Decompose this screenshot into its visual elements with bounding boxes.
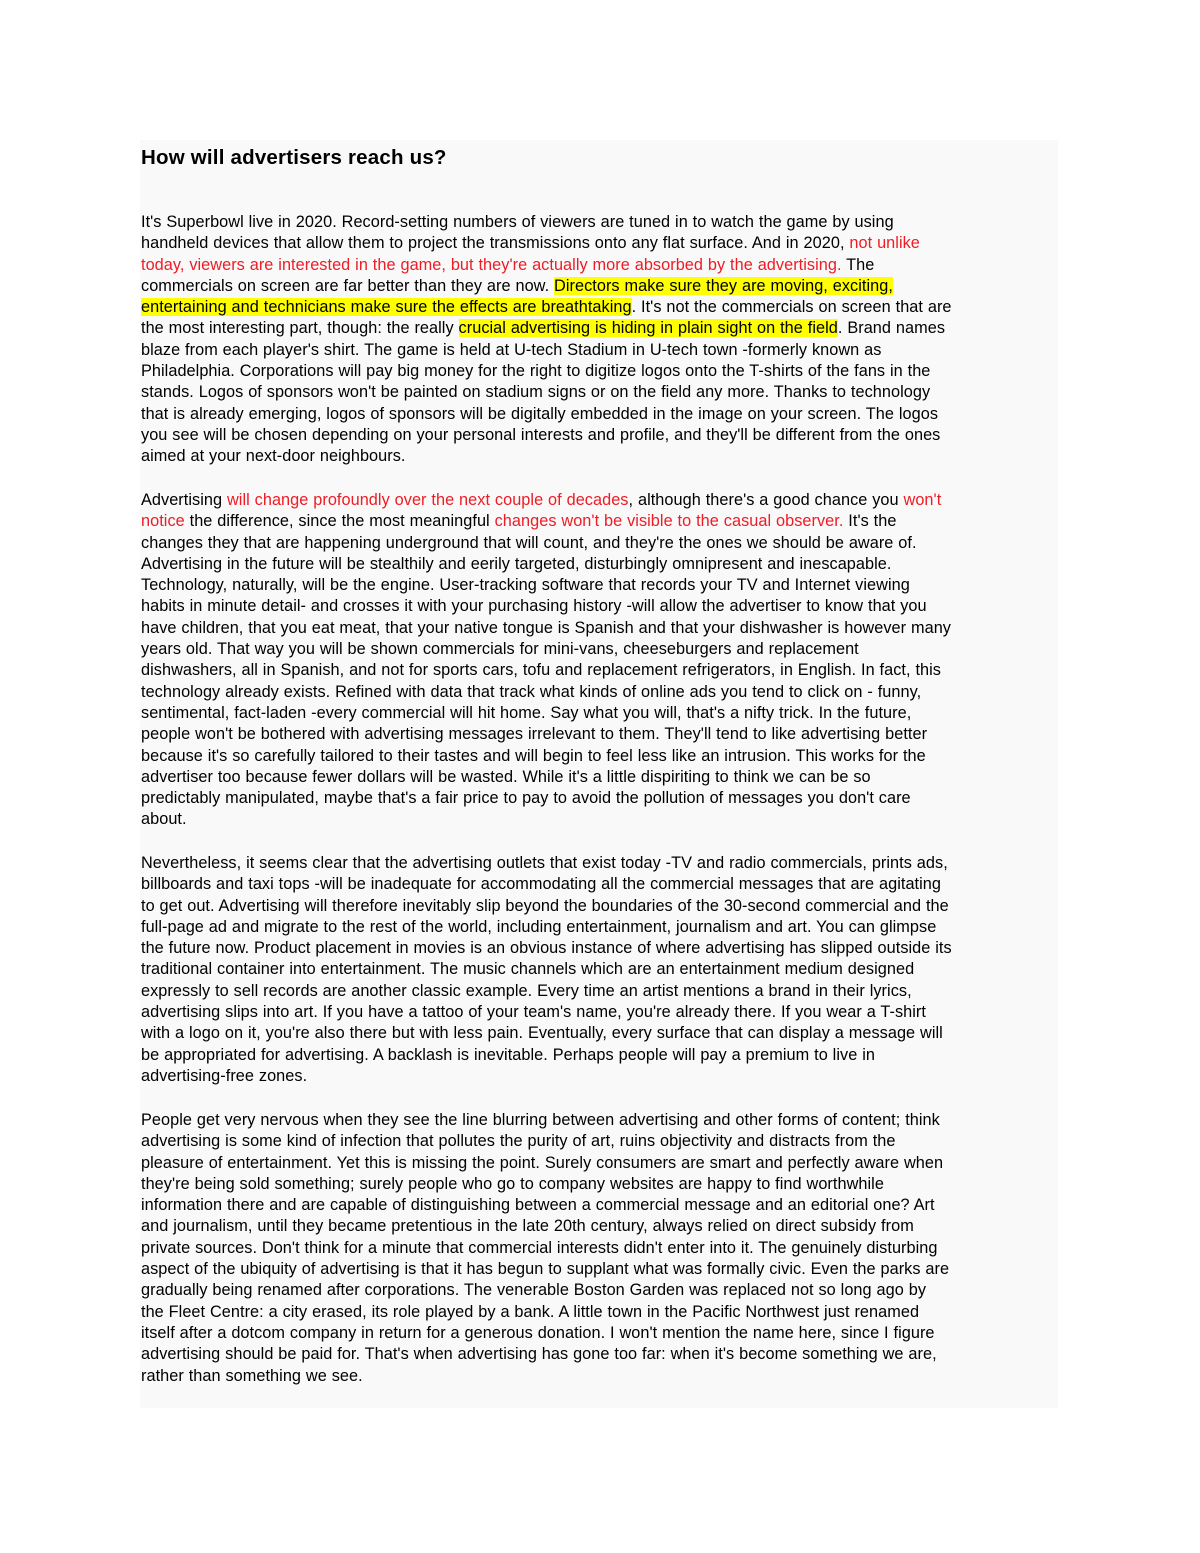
body-text: advertising is some kind of infection that pollutes the purity of art, ruins objectivity and distracts from the	[141, 1132, 896, 1151]
body-text: they're being sold something; surely people who go to company websites are happy to find worthwhile	[141, 1174, 884, 1193]
body-text: changes they that are happening underground that will count, and they're the ones we should be aware of.	[141, 533, 917, 552]
paragraph-2	[141, 490, 1059, 831]
body-text: stands. Logos of sponsors won't be painted on stadium signs or on the field any more. Thanks to technology	[141, 383, 931, 402]
body-text: It's Superbowl live in 2020. Record-setting numbers of viewers are tuned in to watch the game by using	[141, 213, 894, 231]
body-text: pleasure of entertainment. Yet this is missing the point. Surely consumers are smart and perfectly aware when	[141, 1153, 944, 1172]
body-text: the future now. Product placement in movies is an obvious instance of where advertising has slipped outside its	[141, 939, 952, 958]
red-emphasis-text: notice	[141, 512, 185, 531]
body-text: and journalism, until they became pretentious in the late 20th century, always relied on direct subsidy from	[141, 1217, 914, 1236]
body-text: habits in minute detail- and crosses it with your purchasing history -will allow the advertiser to know that you	[141, 597, 927, 616]
body-text: to get out. Advertising will therefore inevitably slip beyond the boundaries of the 30-second commercial and the	[141, 896, 949, 915]
body-text: have children, that you eat meat, that your native tongue is Spanish and that your dishwasher is however many	[141, 618, 951, 637]
body-text: blaze from each player's shirt. The game is held at U-tech Stadium in U-tech town -formerly known as	[141, 340, 882, 359]
body-text: technology already exists. Refined with data that track what kinds of online ads you tend to click on - funny,	[141, 682, 922, 701]
body-text: itself after a dotcom company in return for a generous donation. I won't mention the name here, since I figure	[141, 1323, 935, 1342]
body-text: years old. That way you will be shown commercials for mini-vans, cheeseburgers and replacement	[141, 640, 859, 659]
body-text: Nevertheless, it seems clear that the advertising outlets that exist today -TV and radio commercials, prints ads,	[141, 854, 948, 872]
body-text: private sources. Don't think for a minute that commercial interests didn't enter into it. The genuinely disturbing	[141, 1238, 938, 1257]
body-text: , although there's a good chance you	[628, 491, 904, 509]
body-text: because it's so carefully tailored to their tastes and will begin to feel less like an intrusion. This works for the	[141, 746, 926, 765]
document-page	[140, 140, 1058, 1408]
body-text: the difference, since the most meaningful	[184, 512, 495, 531]
paragraph-1	[141, 212, 1059, 468]
body-text: . It's not the commercials on screen that are	[631, 298, 952, 317]
body-text: with a logo on it, you're also there but with less pain. Eventually, every surface that can display a message will	[141, 1024, 943, 1043]
body-text: that is already emerging, logos of sponsors will be digitally embedded in the image on your screen. The logos	[141, 404, 939, 423]
body-text: gradually being renamed after corporations. The venerable Boston Garden was replaced not so long ago by	[141, 1281, 927, 1300]
body-text: advertising should be paid for. That's when advertising has gone too far: when it's become something we are,	[141, 1345, 937, 1364]
body-text: aimed at your next-door neighbours.	[141, 447, 406, 466]
paragraph-4	[141, 1110, 1059, 1387]
body-text: Philadelphia. Corporations will pay big money for the right to digitize logos onto the T-shirts of the fans in the	[141, 362, 931, 381]
body-text: the most interesting part, though: the really	[141, 319, 459, 338]
body-text: rather than something we see.	[141, 1366, 363, 1385]
body-text: expressly to sell records are another classic example. Every time an artist mentions a brand in their lyrics,	[141, 981, 912, 1000]
highlighted-text: crucial advertising is hiding in plain sight on the field	[458, 319, 838, 338]
body-text: be appropriated for advertising. A backlash is inevitable. Perhaps people will pay a premium to live in	[141, 1045, 875, 1064]
body-text: Advertising	[141, 491, 227, 509]
body-text: you see will be chosen depending on your personal interests and profile, and they'll be different from the ones	[141, 425, 941, 444]
red-emphasis-text: won't	[903, 491, 942, 509]
body-text: the Fleet Centre: a city erased, its role played by a bank. A little town in the Pacific Northwest just renamed	[141, 1302, 920, 1321]
red-emphasis-text: will change profoundly over the next couple of decades	[226, 491, 629, 509]
body-text: full-page ad and migrate to the rest of the world, including entertainment, journalism and art. You can glimpse	[141, 917, 937, 936]
body-text: advertising-free zones.	[141, 1066, 308, 1085]
paragraph-3	[141, 853, 1059, 1087]
body-text: People get very nervous when they see the line blurring between advertising and other forms of content; think	[141, 1111, 940, 1129]
body-text: commercials on screen are far better than they are now.	[141, 276, 555, 295]
red-emphasis-text: not unlike	[849, 234, 920, 253]
body-text: billboards and taxi tops -will be inadequate for accommodating all the commercial messages that are agitating	[141, 875, 942, 894]
document-title: How will advertisers reach us?	[141, 146, 447, 169]
body-text: It's the	[843, 512, 897, 531]
body-text: handheld devices that allow them to project the transmissions onto any flat surface. And in 2020,	[141, 234, 850, 253]
body-text: information there and are capable of distinguishing between a commercial message and an editorial one? Art	[141, 1196, 935, 1215]
body-text: The	[841, 255, 875, 274]
highlighted-text: entertaining and technicians make sure the effects are breathtaking	[141, 298, 632, 317]
body-text: Advertising in the future will be stealthily and eerily targeted, disturbingly omnipresent and inescapable.	[141, 554, 892, 573]
body-text: . Brand names	[837, 319, 946, 338]
body-text: Technology, naturally, will be the engine. User-tracking software that records your TV and Internet viewing	[141, 576, 910, 595]
body-text: traditional container into entertainment. The music channels which are an entertainment medium designed	[141, 960, 915, 979]
body-text: predictably manipulated, maybe that's a fair price to pay to avoid the pollution of messages you don't care	[141, 789, 911, 808]
body-text: people won't be bothered with advertising messages irrelevant to them. They'll tend to like advertising better	[141, 725, 928, 744]
body-text: aspect of the ubiquity of advertising is that it has begun to supplant what was formally civic. Even the parks are	[141, 1260, 950, 1279]
red-emphasis-text: today, viewers are interested in the game, but they're actually more absorbed by the advertising.	[141, 255, 842, 274]
body-text: about.	[141, 810, 187, 829]
body-text: advertising slips into art. If you have a tattoo of your team's name, you're already there. If you wear a T-shirt	[141, 1003, 926, 1022]
body-text: sentimental, fact-laden -every commercial will hit home. Say what you will, that's a nifty trick. In the future,	[141, 703, 912, 722]
body-text: dishwashers, all in Spanish, and not for sports cars, tofu and replacement refrigerators, in English. In fact, this	[141, 661, 941, 680]
body-text: advertiser too because fewer dollars will be wasted. While it's a little dispiriting to think we can be so	[141, 767, 871, 786]
red-emphasis-text: changes won't be visible to the casual observer.	[494, 512, 844, 531]
highlighted-text: Directors make sure they are moving, exciting,	[554, 276, 893, 295]
